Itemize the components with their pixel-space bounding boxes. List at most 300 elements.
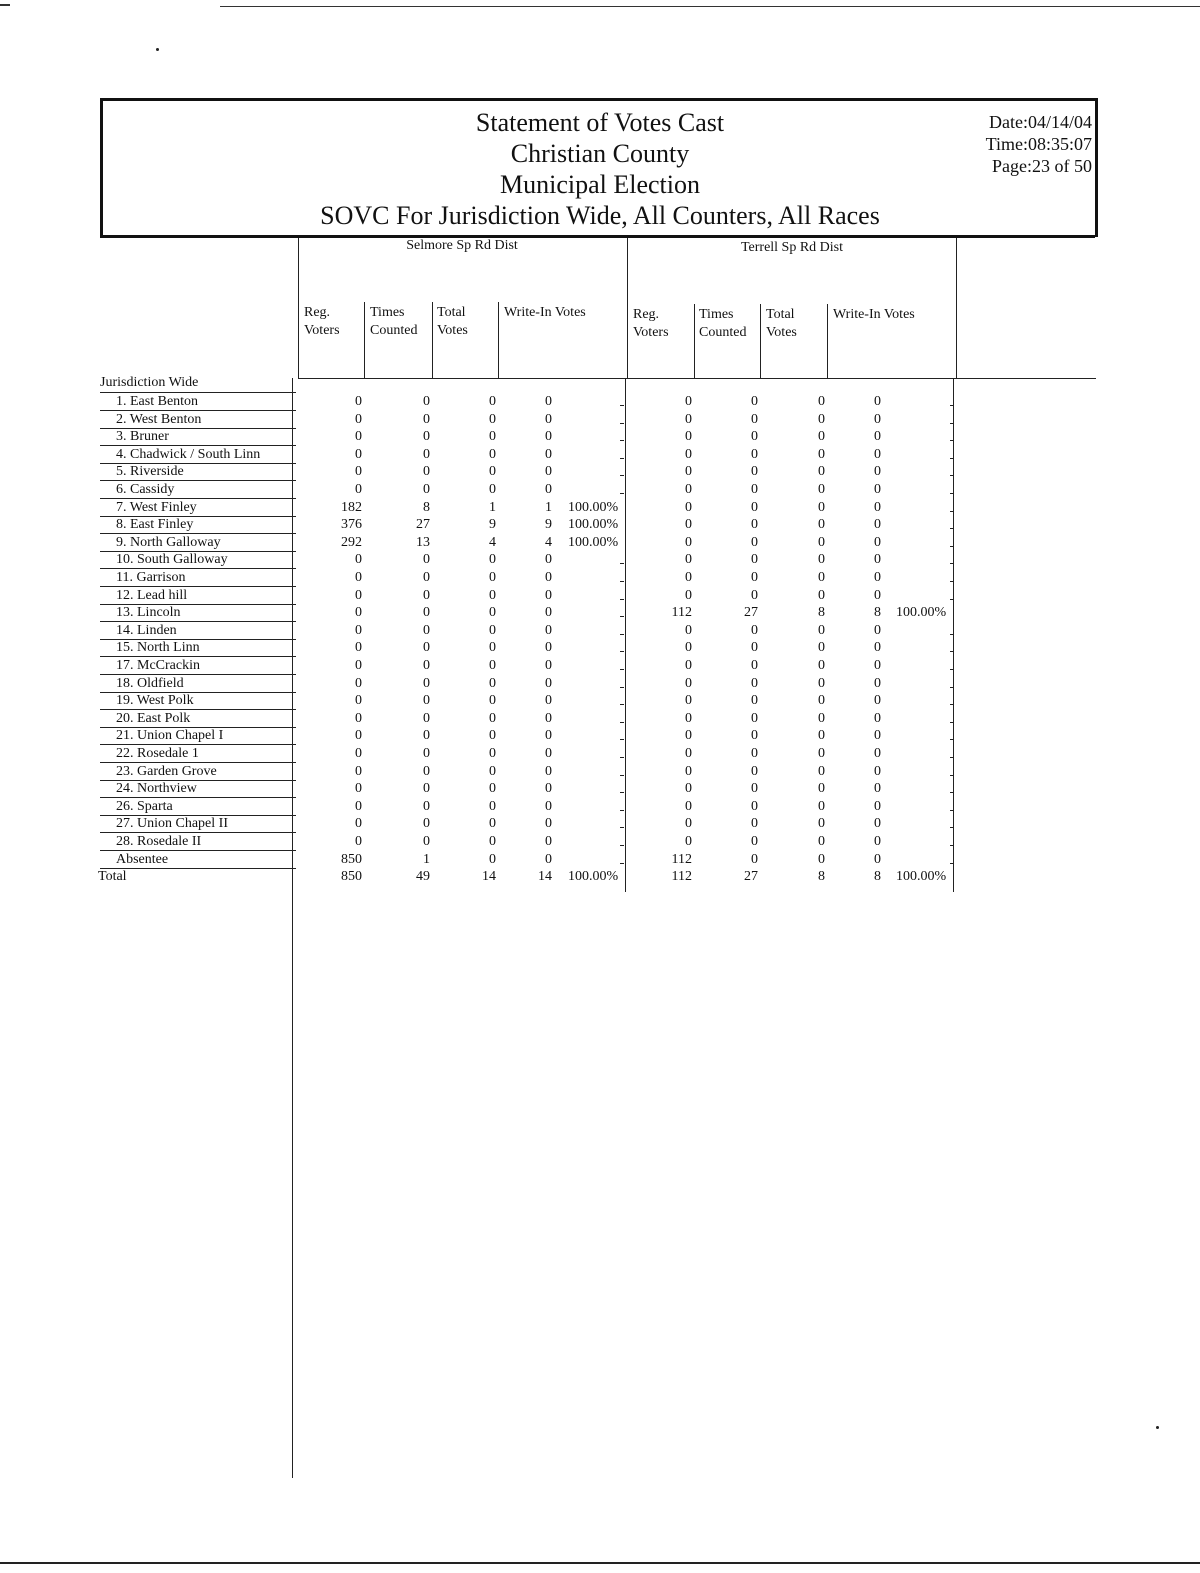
table-row: [0, 587, 1200, 605]
write-in-votes-cell: 1: [545, 499, 552, 515]
precinct-name: [100, 833, 296, 851]
empty-percent-dash: [950, 599, 954, 600]
times-counted-cell: 0: [751, 693, 758, 709]
write-in-votes-cell: 0: [874, 517, 881, 533]
grid-line: [498, 302, 499, 378]
write-in-votes-cell: 0: [874, 851, 881, 867]
write-in-votes-cell: 0: [545, 798, 552, 814]
empty-percent-dash: [620, 827, 624, 828]
write-in-votes-cell: 0: [874, 534, 881, 550]
total-votes-cell: 0: [818, 834, 825, 849]
reg-voters-cell: 0: [685, 640, 692, 656]
write-in-votes-cell: 0: [545, 482, 552, 497]
table-row: [0, 534, 1200, 552]
total-votes-cell: 0: [818, 394, 825, 409]
times-counted-cell: 0: [423, 446, 430, 462]
total-votes-cell: 0: [489, 570, 496, 585]
total-votes-cell: 0: [489, 446, 496, 462]
table-row: [0, 657, 1200, 675]
reg-voters-cell: 0: [355, 834, 362, 849]
times-counted-cell: 27: [744, 605, 758, 621]
times-counted-cell: 0: [751, 517, 758, 533]
reg-voters-cell: 0: [355, 816, 362, 832]
empty-percent-dash: [950, 458, 954, 459]
empty-percent-dash: [620, 651, 624, 652]
write-in-percent: 100.00%: [896, 605, 947, 621]
reg-voters-cell: 0: [685, 429, 692, 445]
times-counted-cell: 0: [423, 710, 430, 726]
times-counted-cell: 0: [751, 763, 758, 779]
reg-voters-cell: 0: [685, 622, 692, 638]
total-votes-cell: 0: [489, 622, 496, 638]
write-in-votes-cell: 0: [545, 411, 552, 427]
precinct-label: 4. Chadwick / South Linn: [116, 446, 261, 462]
precinct-name: [100, 622, 296, 640]
empty-percent-dash: [950, 722, 954, 723]
times-counted-cell: 0: [423, 781, 430, 797]
grid-line: [827, 304, 828, 378]
table-row: [0, 745, 1200, 763]
times-counted-cell: 0: [751, 570, 758, 585]
table-row: [0, 499, 1200, 517]
empty-percent-dash: [620, 757, 624, 758]
write-in-votes-cell: 0: [874, 552, 881, 568]
empty-percent-dash: [620, 845, 624, 846]
empty-percent-dash: [620, 423, 624, 424]
precinct-name: [100, 481, 296, 499]
precinct-name: [100, 763, 296, 781]
write-in-votes-cell: 0: [874, 499, 881, 515]
table-row: [0, 393, 1200, 411]
precinct-label: 24. Northview: [116, 781, 197, 797]
precinct-label: 3. Bruner: [116, 429, 169, 445]
write-in-votes-cell: 0: [545, 728, 552, 744]
reg-voters-cell: 0: [355, 429, 362, 445]
write-in-votes-cell: 0: [874, 464, 881, 480]
empty-percent-dash: [950, 440, 954, 441]
write-in-votes-cell: 0: [545, 605, 552, 621]
reg-voters-cell: 0: [685, 482, 692, 497]
precinct-label: 14. Linden: [116, 622, 177, 638]
precinct-label: 15. North Linn: [116, 640, 200, 656]
empty-percent-dash: [950, 845, 954, 846]
precinct-label: 19. West Polk: [116, 693, 194, 709]
write-in-votes-cell: 0: [874, 675, 881, 691]
table-row: [0, 675, 1200, 693]
table-row: [0, 551, 1200, 569]
reg-voters-cell: 0: [685, 746, 692, 761]
write-in-votes-cell: 0: [874, 763, 881, 779]
table-row: [0, 833, 1200, 851]
report-title: Statement of Votes Cast: [475, 108, 725, 137]
times-counted-cell: 0: [751, 798, 758, 814]
write-in-votes-cell: 0: [874, 746, 881, 761]
times-counted-cell: 0: [423, 658, 430, 673]
empty-percent-dash: [620, 475, 624, 476]
empty-percent-dash: [620, 616, 624, 617]
reg-voters-cell: 0: [355, 658, 362, 673]
reg-voters-cell: 0: [355, 411, 362, 427]
reg-voters-cell: 0: [685, 517, 692, 533]
precinct-name: [100, 411, 296, 429]
reg-voters-cell: 0: [355, 605, 362, 621]
precinct-name: [100, 516, 296, 534]
precinct-name: [100, 534, 296, 552]
empty-percent-dash: [620, 810, 624, 811]
times-counted-cell: 0: [423, 622, 430, 638]
times-counted-cell: 0: [423, 763, 430, 779]
reg-voters-cell: 0: [685, 816, 692, 832]
write-in-votes-cell: 0: [545, 640, 552, 656]
times-counted-cell: 0: [751, 658, 758, 673]
reg-voters-cell: 0: [355, 728, 362, 744]
empty-percent-dash: [950, 775, 954, 776]
scan-top-line: [220, 6, 1200, 7]
write-in-votes-cell: 0: [874, 640, 881, 656]
reg-voters-cell: 0: [685, 834, 692, 849]
precinct-label: 13. Lincoln: [116, 605, 181, 621]
table-row: [0, 815, 1200, 833]
total-votes-cell: 0: [489, 798, 496, 814]
empty-percent-dash: [950, 863, 954, 864]
precinct-label: 1. East Benton: [116, 394, 199, 409]
empty-percent-dash: [950, 634, 954, 635]
table-row: [0, 639, 1200, 657]
empty-percent-dash: [620, 634, 624, 635]
write-in-votes-cell: 0: [545, 834, 552, 849]
write-in-votes-cell: 0: [874, 728, 881, 744]
report-date: Date:04/14/04: [989, 112, 1092, 132]
precinct-name: [100, 710, 296, 728]
write-in-votes-cell: 0: [545, 570, 552, 585]
total-votes-cell: 0: [818, 622, 825, 638]
write-in-votes-cell: 0: [874, 394, 881, 409]
times-counted-cell: 0: [751, 781, 758, 797]
precinct-name: [100, 551, 296, 569]
table-row: [0, 411, 1200, 429]
table-row: [0, 463, 1200, 481]
reg-voters-cell: 0: [685, 781, 692, 797]
total-label: Total: [98, 869, 127, 885]
precinct-label: 8. East Finley: [116, 517, 194, 533]
total-votes-cell: 0: [489, 394, 496, 409]
times-counted-cell: 13: [416, 534, 430, 550]
times-counted-cell: 0: [423, 411, 430, 427]
grid-line: [694, 304, 695, 378]
times-counted-cell: 0: [751, 587, 758, 603]
reg-voters-cell: 0: [355, 746, 362, 761]
precinct-label: 27. Union Chapel II: [116, 816, 228, 832]
times-counted-cell: 0: [751, 534, 758, 550]
write-in-votes-cell: 8: [874, 605, 881, 621]
reg-voters-cell: 850: [341, 851, 362, 867]
write-in-votes-cell: 0: [545, 710, 552, 726]
precinct-label: 11. Garrison: [116, 570, 186, 585]
precinct-label: 18. Oldfield: [116, 675, 184, 691]
total-votes-cell: 8: [818, 605, 825, 621]
times-counted-cell: 0: [751, 446, 758, 462]
empty-percent-dash: [620, 405, 624, 406]
reg-voters-cell: 0: [355, 675, 362, 691]
total-votes-cell: 0: [489, 658, 496, 673]
reg-voters-cell: 0: [355, 622, 362, 638]
precinct-name: [100, 745, 296, 763]
write-in-votes-cell: 0: [874, 622, 881, 638]
times-counted-cell: 0: [751, 640, 758, 656]
reg-voters-cell: 0: [685, 693, 692, 709]
times-counted-cell: 0: [751, 552, 758, 568]
times-counted-cell: 0: [423, 746, 430, 761]
grid-line: [364, 302, 365, 378]
table-row: [0, 727, 1200, 745]
total-votes-cell: 0: [818, 411, 825, 427]
total-votes-cell: 0: [489, 429, 496, 445]
col-header-total-votes: Total Votes: [437, 305, 468, 338]
empty-percent-dash: [950, 687, 954, 688]
reg-voters-cell: 0: [685, 587, 692, 603]
empty-percent-dash: [620, 669, 624, 670]
grid-line: [760, 304, 761, 378]
reg-voters-cell: 0: [685, 394, 692, 409]
times-counted-cell: 0: [423, 464, 430, 480]
times-counted-cell: 0: [423, 605, 430, 621]
scan-speck: [1156, 1426, 1159, 1429]
table-row: [0, 604, 1200, 622]
reg-voters-cell: 112: [671, 851, 692, 867]
total-row: [0, 868, 1200, 886]
times-counted-cell: 0: [423, 429, 430, 445]
reg-voters-cell: 0: [355, 552, 362, 568]
total-votes-cell: 0: [489, 482, 496, 497]
reg-voters-cell: 0: [355, 781, 362, 797]
reg-voters-cell: 182: [341, 499, 362, 515]
col-header-write-in-votes: Write-In Votes: [504, 305, 586, 320]
total-votes-cell: 0: [818, 693, 825, 709]
write-in-percent: 100.00%: [896, 869, 947, 885]
write-in-votes-cell: 0: [874, 834, 881, 849]
empty-percent-dash: [620, 722, 624, 723]
empty-percent-dash: [950, 405, 954, 406]
grid-line: [956, 238, 957, 378]
report-header-box-right-edge: [1095, 98, 1098, 237]
table-row: [0, 516, 1200, 534]
total-votes-cell: 4: [489, 534, 496, 550]
reg-voters-cell: 0: [355, 570, 362, 585]
reg-voters-cell: 112: [671, 605, 692, 621]
table-row: [0, 851, 1200, 869]
write-in-votes-cell: 0: [874, 587, 881, 603]
empty-percent-dash: [620, 775, 624, 776]
total-votes-cell: 0: [489, 816, 496, 832]
precinct-label: 26. Sparta: [116, 798, 173, 814]
table-row: [0, 446, 1200, 464]
grid-line: [298, 378, 1096, 379]
write-in-votes-cell: 0: [545, 587, 552, 603]
times-counted-cell: 0: [423, 728, 430, 744]
reg-voters-cell: 0: [685, 710, 692, 726]
empty-percent-dash: [950, 528, 954, 529]
precinct-name: [100, 569, 296, 587]
scan-edge-mark: [0, 4, 10, 6]
total-votes-cell: 0: [818, 464, 825, 480]
write-in-votes-cell: 0: [545, 552, 552, 568]
precinct-label: 2. West Benton: [116, 411, 202, 427]
total-votes-cell: 0: [818, 499, 825, 515]
reg-voters-cell: 0: [685, 464, 692, 480]
total-votes-cell: 0: [818, 517, 825, 533]
reg-voters-cell: 0: [685, 552, 692, 568]
table-row: [0, 569, 1200, 587]
precinct-name: [100, 657, 296, 675]
write-in-votes-cell: 9: [545, 517, 552, 533]
precinct-label: 7. West Finley: [116, 499, 197, 515]
times-counted-cell: 0: [751, 851, 758, 867]
empty-percent-dash: [950, 423, 954, 424]
times-counted-cell: 1: [423, 851, 430, 867]
reg-voters-cell: 0: [685, 658, 692, 673]
col-header-times-counted: Times Counted: [699, 307, 747, 340]
precinct-name: [100, 675, 296, 693]
total-votes-cell: 0: [489, 693, 496, 709]
total-votes-cell: 0: [818, 781, 825, 797]
empty-percent-dash: [620, 563, 624, 564]
precinct-label: 10. South Galloway: [116, 552, 228, 568]
times-counted-cell: 0: [423, 816, 430, 832]
times-counted-cell: 0: [751, 411, 758, 427]
reg-voters-cell: 0: [355, 710, 362, 726]
write-in-votes-cell: 0: [545, 693, 552, 709]
precinct-name: [100, 393, 296, 411]
report-page: Page:23 of 50: [992, 156, 1092, 176]
empty-percent-dash: [950, 792, 954, 793]
write-in-votes-cell: 0: [545, 763, 552, 779]
empty-percent-dash: [950, 546, 954, 547]
empty-percent-dash: [950, 563, 954, 564]
total-votes-cell: 0: [489, 464, 496, 480]
table-row: [0, 428, 1200, 446]
write-in-votes-cell: 0: [874, 816, 881, 832]
precinct-label: 5. Riverside: [116, 464, 184, 480]
total-votes-cell: 0: [818, 570, 825, 585]
total-votes-cell: 1: [489, 499, 496, 515]
write-in-percent: 100.00%: [568, 869, 619, 885]
write-in-votes-cell: 0: [545, 464, 552, 480]
precinct-name: [100, 604, 296, 622]
times-counted-cell: 0: [751, 834, 758, 849]
reg-voters-cell: 0: [685, 534, 692, 550]
write-in-votes-cell: 0: [874, 798, 881, 814]
precinct-name: [100, 798, 296, 816]
empty-percent-dash: [950, 757, 954, 758]
total-votes-cell: 0: [489, 675, 496, 691]
contest-name: Terrell Sp Rd Dist: [740, 240, 844, 255]
write-in-percent: 100.00%: [568, 534, 619, 550]
precinct-name: [100, 499, 296, 517]
precinct-name: [100, 639, 296, 657]
report-subtitle: SOVC For Jurisdiction Wide, All Counters, All Races: [320, 201, 880, 230]
precinct-label: 17. McCrackin: [116, 658, 200, 673]
empty-percent-dash: [950, 704, 954, 705]
total-votes-cell: 0: [489, 763, 496, 779]
empty-percent-dash: [620, 440, 624, 441]
reg-voters-cell: 0: [685, 570, 692, 585]
empty-percent-dash: [620, 687, 624, 688]
times-counted-cell: 0: [751, 675, 758, 691]
times-counted-cell: 0: [751, 482, 758, 497]
write-in-votes-cell: 4: [545, 534, 552, 550]
reg-voters-cell: 0: [355, 798, 362, 814]
table-row: [0, 763, 1200, 781]
precinct-name: [100, 692, 296, 710]
total-votes-cell: 0: [818, 640, 825, 656]
empty-percent-dash: [620, 458, 624, 459]
empty-percent-dash: [620, 792, 624, 793]
reg-voters-cell: 0: [685, 446, 692, 462]
write-in-votes-cell: 0: [545, 446, 552, 462]
times-counted-cell: 0: [423, 693, 430, 709]
empty-percent-dash: [950, 739, 954, 740]
precinct-name: [100, 851, 296, 869]
total-votes-cell: 0: [818, 482, 825, 497]
write-in-votes-cell: 0: [874, 710, 881, 726]
col-header-times-counted: Times Counted: [370, 305, 418, 338]
total-votes-cell: 0: [818, 675, 825, 691]
total-votes-cell: 0: [818, 710, 825, 726]
times-counted-cell: 0: [423, 394, 430, 409]
empty-percent-dash: [950, 511, 954, 512]
times-counted-cell: 0: [751, 394, 758, 409]
table-row: [0, 622, 1200, 640]
contest-name: Selmore Sp Rd Dist: [406, 238, 518, 253]
table-row: [0, 692, 1200, 710]
total-votes-cell: 0: [489, 710, 496, 726]
write-in-percent: 100.00%: [568, 517, 619, 533]
precinct-label: 20. East Polk: [116, 710, 191, 726]
empty-percent-dash: [950, 651, 954, 652]
times-counted-cell: 0: [423, 640, 430, 656]
write-in-votes-cell: 0: [874, 411, 881, 427]
reg-voters-cell: 0: [355, 587, 362, 603]
precinct-name: [100, 463, 296, 481]
times-counted-cell: 0: [423, 552, 430, 568]
total-votes-cell: 0: [818, 587, 825, 603]
reg-voters-cell: 0: [685, 763, 692, 779]
reg-voters-cell: 0: [355, 464, 362, 480]
empty-percent-dash: [950, 810, 954, 811]
times-counted-cell: 0: [751, 429, 758, 445]
grid-line: [432, 302, 433, 378]
reg-voters-cell: 0: [685, 675, 692, 691]
total-votes-cell: 0: [818, 658, 825, 673]
report-county: Christian County: [510, 139, 690, 168]
reg-voters-cell: 112: [671, 869, 692, 885]
scan-bottom-line: [0, 1562, 1200, 1564]
grid-line: [627, 238, 628, 378]
total-votes-cell: 0: [818, 763, 825, 779]
total-votes-cell: 0: [818, 728, 825, 744]
precinct-label: 23. Garden Grove: [116, 763, 217, 779]
col-header-reg-voters: Reg. Voters: [633, 307, 669, 340]
times-counted-cell: 0: [751, 746, 758, 761]
precinct-name: [100, 727, 296, 745]
total-votes-cell: 0: [818, 746, 825, 761]
write-in-votes-cell: 8: [874, 869, 881, 885]
reg-voters-cell: 292: [341, 534, 362, 550]
write-in-votes-cell: 0: [874, 482, 881, 497]
total-votes-cell: 0: [489, 411, 496, 427]
total-votes-cell: 8: [818, 869, 825, 885]
write-in-votes-cell: 0: [874, 658, 881, 673]
